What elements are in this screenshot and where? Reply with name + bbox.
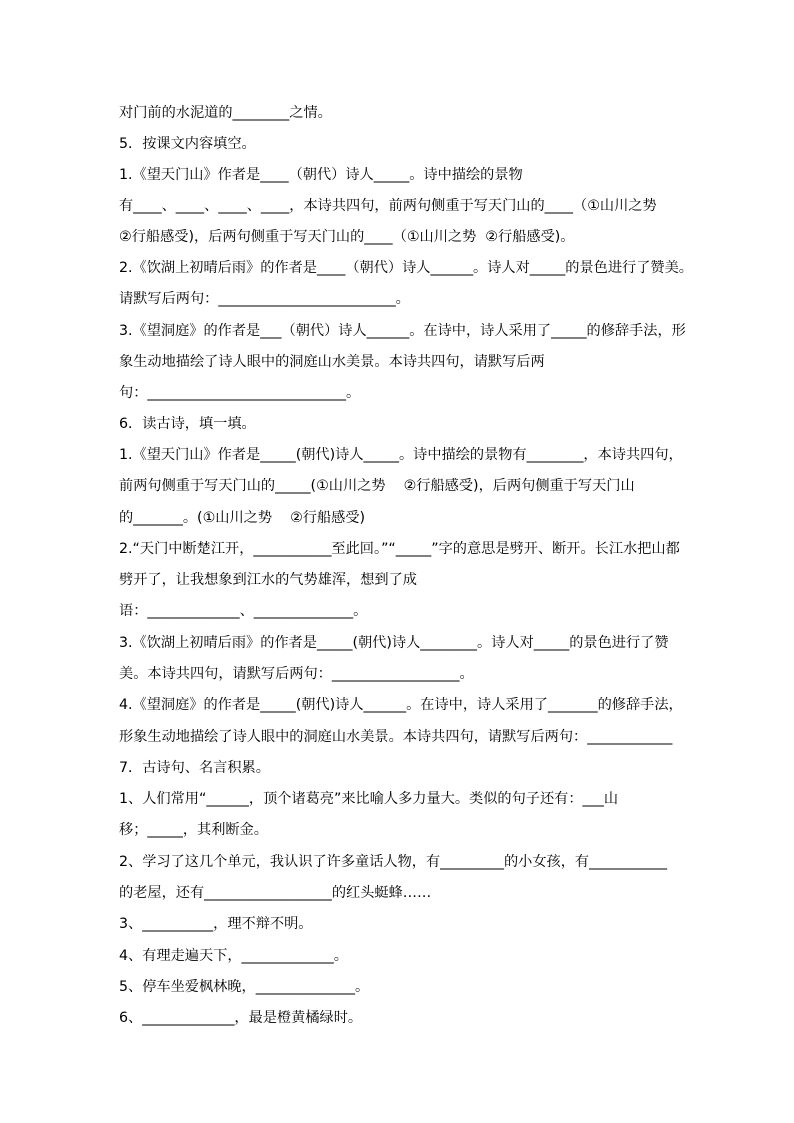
text-line: 有____、____、____、____，本诗共四句，前两句侧重于写天门山的____（①山川之势 — [119, 198, 657, 214]
text-line: 形象生动地描绘了诗人眼中的洞庭山水美景。本诗共四句，请默写后两句：____________ — [119, 729, 673, 745]
text-line: 3.《望洞庭》的作者是___（朝代）诗人______。在诗中，诗人采用了_____的修辞手法，形 — [119, 323, 686, 339]
text-line: 的_______。(①山川之势 ②行船感受) — [119, 510, 366, 526]
text-line: 请默写后两句：_________________________。 — [119, 291, 410, 307]
text-line: 6、_____________，最是橙黄橘绿时。 — [119, 1010, 363, 1026]
text-line: 的老屋，还有__________________的红头蜓蜂…… — [119, 885, 432, 901]
text-line: 2.《饮湖上初晴后雨》的作者是____（朝代）诗人______。诗人对_____的景色进行了赞美。 — [119, 260, 693, 276]
text-line: 语：_____________、______________。 — [119, 603, 368, 619]
text-line: 4、有理走遍天下，_____________。 — [119, 948, 348, 964]
text-line: 象生动地描绘了诗人眼中的洞庭山水美景。本诗共四句，请默写后两 — [119, 354, 545, 370]
text-line: 1.《望天门山》作者是_____(朝代)诗人_____。诗中描绘的景物有________，本诗共四句， — [119, 447, 683, 463]
text-line: 5、停车坐爱枫林晚，______________。 — [119, 979, 370, 995]
text-line: 移；_____，其利断金。 — [119, 822, 268, 838]
text-line: 劈开了，让我想象到江水的气势雄浑，想到了成 — [119, 572, 417, 588]
text-line: 2、学习了这几个单元，我认识了许多童话人物，有_________的小女孩，有___________ — [119, 854, 668, 870]
text-line: 1、人们常用“______，顶个诸葛亮”来比喻人多力量大。类似的句子还有：___山 — [119, 791, 619, 807]
text-line: 4.《望洞庭》的作者是_____(朝代)诗人______。在诗中，诗人采用了_______的修辞手法， — [119, 697, 683, 713]
text-line: 1.《望天门山》作者是____（朝代）诗人_____。诗中描绘的景物 — [119, 167, 523, 183]
text-line: 3.《饮湖上初晴后雨》的作者是_____(朝代)诗人________。诗人对_____的景色进行了赞 — [119, 635, 669, 651]
text-line: ②行船感受)，后两句侧重于写天门山的____（①山川之势 ②行船感受)。 — [119, 229, 575, 245]
text-line: 对门前的水泥道的________之情。 — [119, 105, 332, 121]
text-line: 3、__________，理不辩不明。 — [119, 916, 313, 932]
section-heading: 7．古诗句、名言积累。 — [119, 760, 270, 776]
section-heading: 6．读古诗，填一填。 — [119, 416, 256, 432]
text-line: 美。本诗共四句，请默写后两句：__________________。 — [119, 666, 474, 682]
text-line: 句：____________________________。 — [119, 385, 361, 401]
text-line: 2.“天门中断楚江开，___________至此回。”“_____”字的意思是劈开、断开。长江水把山都 — [119, 541, 680, 557]
section-heading: 5．按课文内容填空。 — [119, 136, 256, 152]
text-line: 前两句侧重于写天门山的_____(①山川之势 ②行船感受)，后两句侧重于写天门山 — [119, 478, 635, 494]
